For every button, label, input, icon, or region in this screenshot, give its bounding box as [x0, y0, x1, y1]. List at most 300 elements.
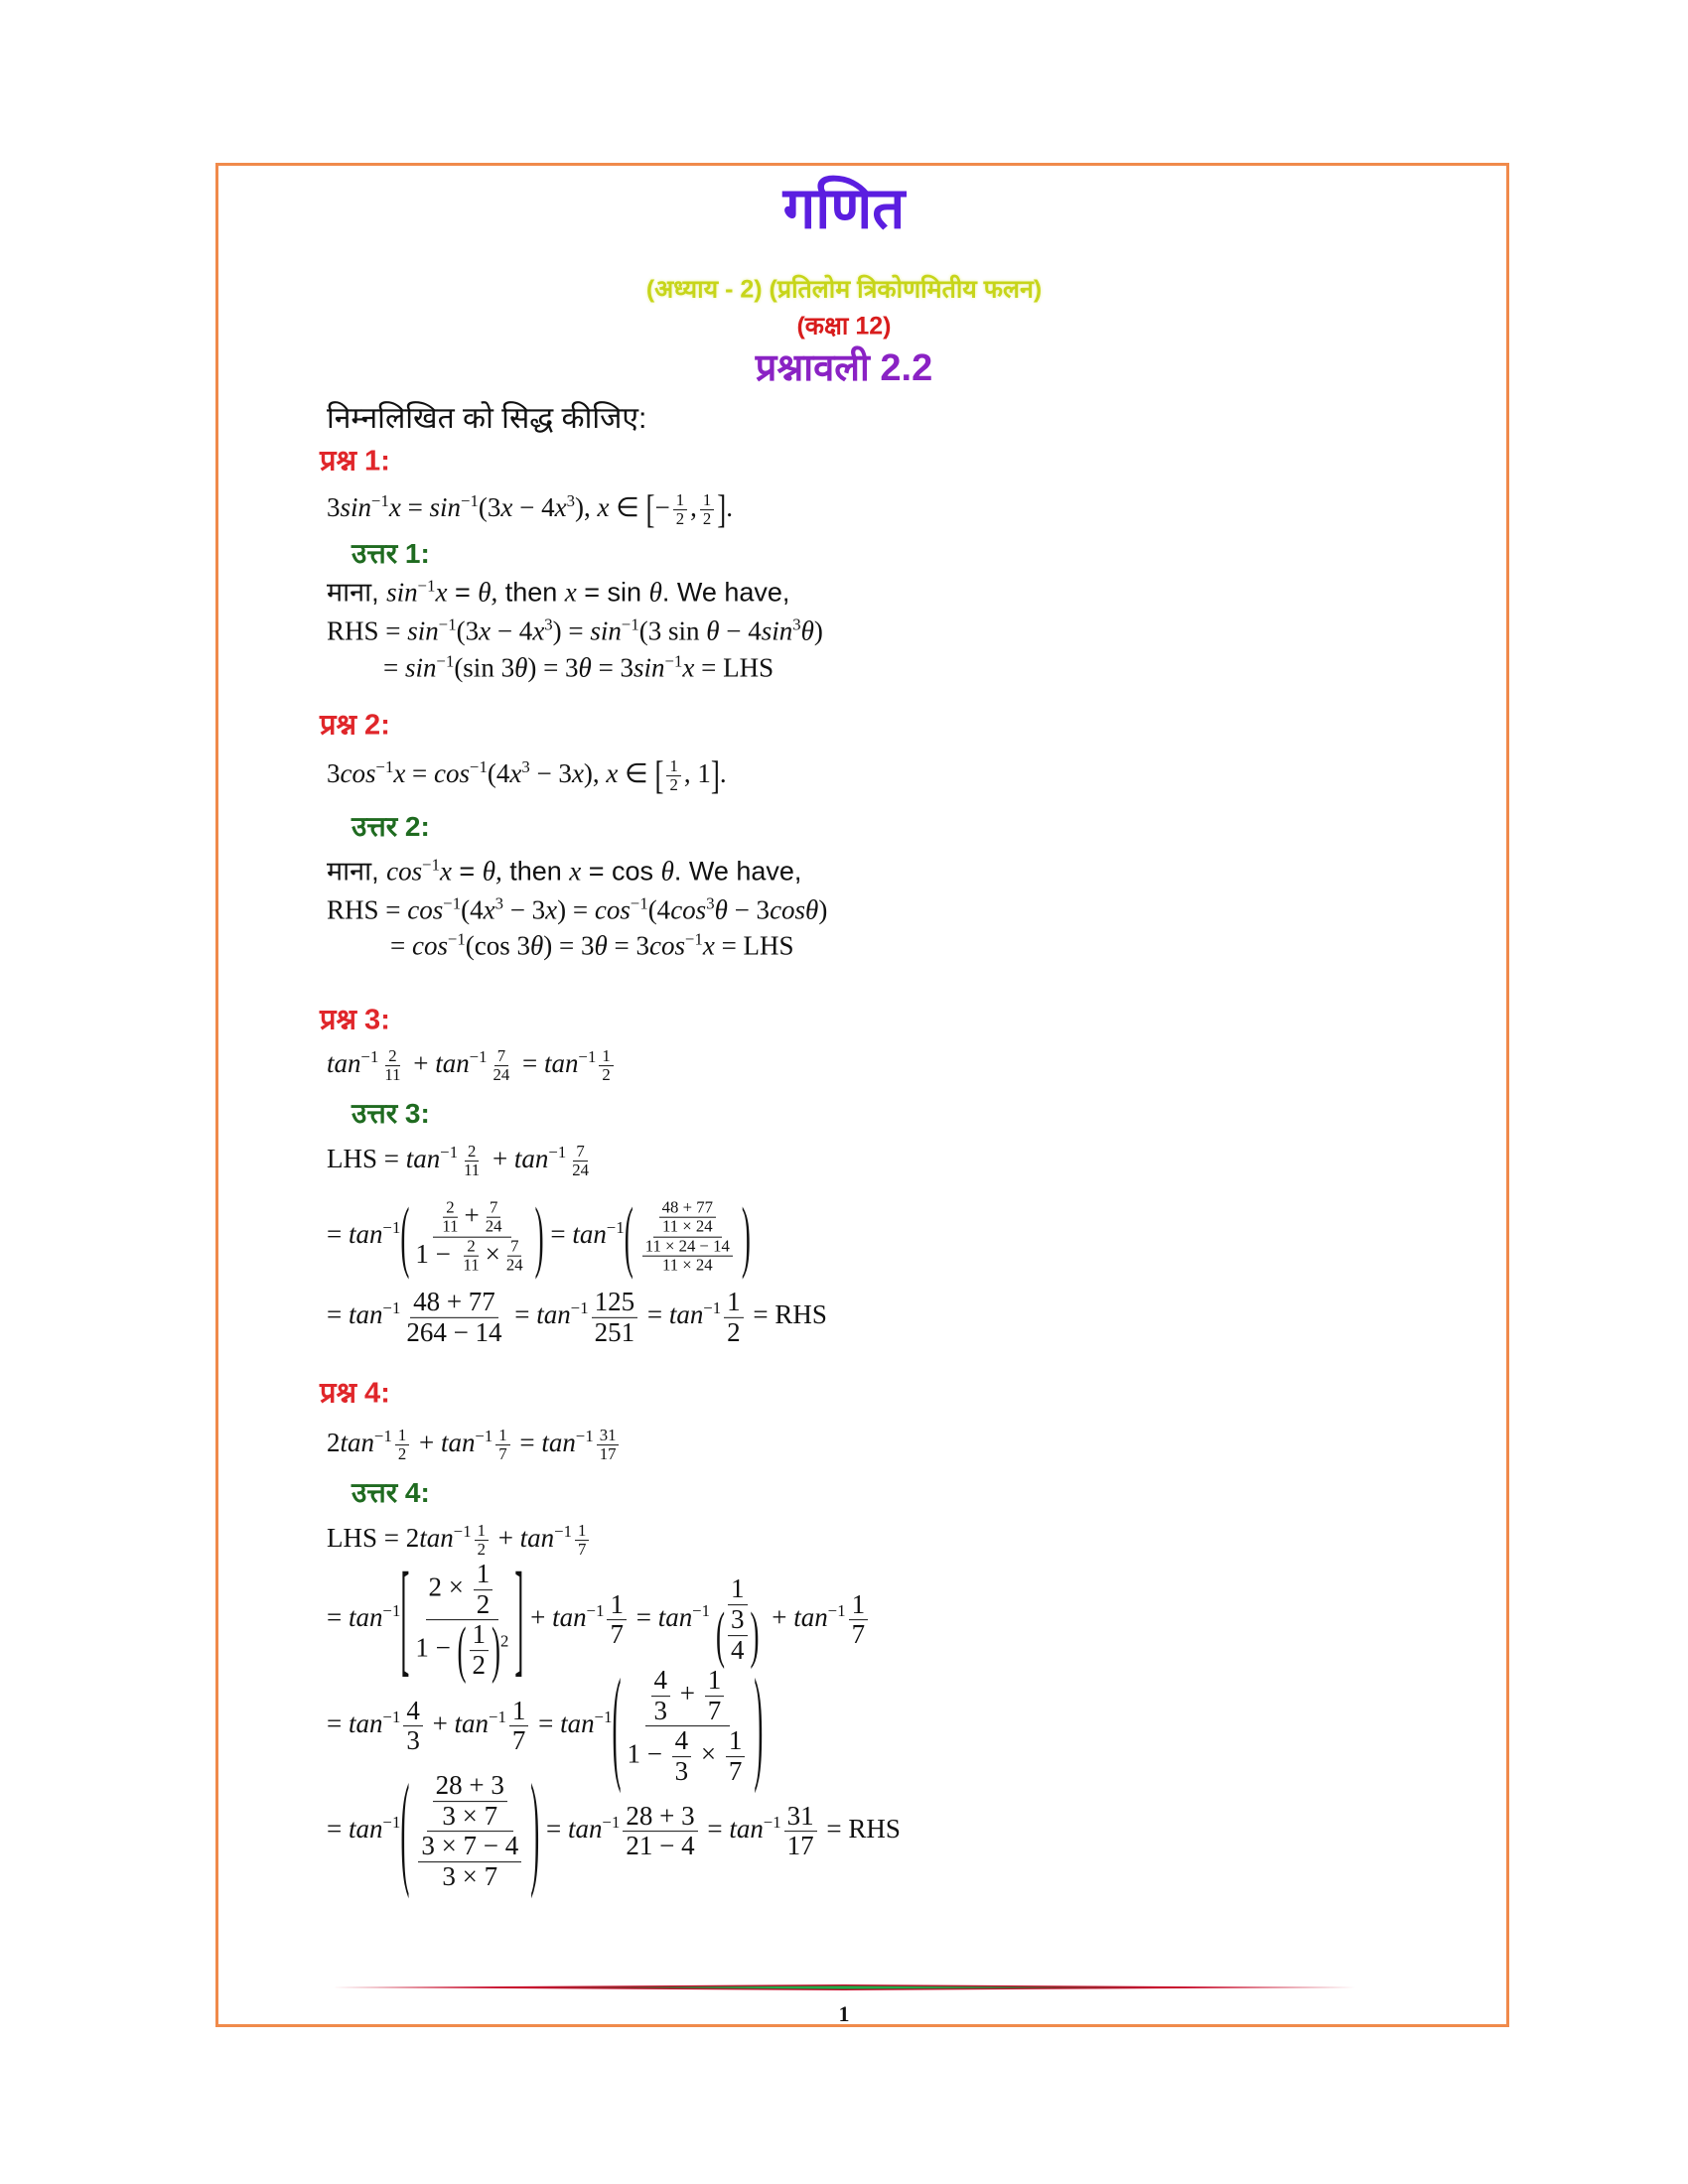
math-text: (3: [456, 615, 480, 646]
superscript: −1: [602, 1813, 621, 1833]
bracket-body: [663, 757, 710, 795]
question-3-label: प्रश्न 3:: [320, 1004, 390, 1036]
math-text: 11: [464, 1160, 481, 1180]
fraction: [569, 1143, 592, 1180]
math-variable: θ: [706, 615, 720, 646]
math-variable: tan: [519, 1523, 555, 1554]
fraction: [636, 1199, 739, 1276]
math-text: 1 −: [415, 1238, 458, 1269]
math-variable: sin: [340, 492, 372, 523]
math-text: 4: [406, 1695, 420, 1725]
superscript: −1: [703, 1298, 722, 1318]
fraction: [713, 1573, 763, 1670]
math-text: 24: [505, 1255, 523, 1275]
text: =: [451, 856, 483, 887]
page-title: गणित: [782, 176, 906, 241]
math-text: 2: [467, 1236, 476, 1256]
math-variable: sin: [386, 577, 418, 608]
math-variable: tan: [435, 1048, 470, 1079]
numerator: [418, 1833, 521, 1863]
math-text: 7: [489, 1197, 498, 1217]
math-text: (3 sin: [638, 615, 707, 646]
superscript: −1: [375, 757, 394, 777]
math-variable: sin: [633, 652, 665, 683]
denominator: [381, 1067, 403, 1085]
superscript: −1: [548, 1143, 567, 1162]
question-2-equation: [327, 753, 727, 798]
bracket-body: [409, 1771, 530, 1892]
superscript: −1: [371, 491, 389, 511]
math-text: 4: [731, 1634, 745, 1665]
answer-3-line: [327, 1143, 595, 1180]
math-variable: tan: [340, 1428, 375, 1458]
numerator: [726, 1727, 746, 1758]
denominator: [395, 1446, 409, 1464]
answer-2-line: [327, 894, 827, 925]
fraction: [575, 1522, 589, 1560]
numerator: [475, 1522, 489, 1541]
fraction: [475, 1522, 489, 1560]
fraction: [642, 1238, 733, 1276]
text: then: [501, 856, 570, 887]
math-variable: x: [571, 758, 584, 789]
math-text: ∈: [609, 492, 646, 523]
math-variable: tan: [572, 1219, 607, 1250]
math-text: ) = 3: [527, 652, 579, 683]
math-text: 1: [498, 1426, 507, 1445]
page-number: 1: [838, 2001, 850, 2026]
denominator: [461, 1162, 483, 1180]
open-bracket: [: [400, 1547, 410, 1689]
math-text: =: [543, 1219, 573, 1250]
denominator: [599, 1067, 613, 1085]
numerator: [653, 1199, 722, 1238]
numerator: [700, 491, 714, 510]
math-text: +: [491, 1523, 520, 1554]
numerator: [470, 1621, 490, 1652]
superscript: −1: [461, 491, 479, 511]
math-variable: x: [393, 758, 406, 789]
fraction: [403, 1697, 423, 1756]
math-text: .: [726, 492, 733, 523]
math-text: 3: [327, 758, 341, 789]
bracket-body: [409, 1199, 534, 1276]
math-text: =: [400, 492, 430, 523]
fraction: [659, 1199, 716, 1237]
math-text: =: [515, 1048, 544, 1079]
bracket-group: [400, 1547, 524, 1689]
numerator: [464, 1238, 478, 1257]
math-text: 7: [510, 1236, 519, 1256]
fraction: [728, 1605, 748, 1665]
bracket-group: [645, 487, 727, 532]
numerator: [784, 1802, 817, 1833]
fraction: [491, 1047, 513, 1085]
fraction: [705, 1666, 725, 1725]
math-text: 7: [610, 1619, 624, 1650]
denominator: [439, 1862, 500, 1892]
denominator: [575, 1542, 589, 1560]
superscript: −1: [570, 1298, 589, 1318]
math-text: 11 × 24 − 14: [644, 1236, 730, 1256]
open-bracket: (: [716, 1598, 726, 1670]
math-text: 1: [728, 1725, 743, 1756]
open-bracket: [: [645, 487, 655, 532]
math-text: 7: [707, 1695, 722, 1725]
instruction-text: निम्नलिखित को सिद्ध कीजिए:: [327, 401, 647, 435]
superscript: −1: [360, 1047, 379, 1067]
math-text: +: [673, 1678, 702, 1708]
math-text: (4: [487, 758, 510, 789]
superscript: −1: [470, 757, 488, 777]
denominator: [784, 1833, 817, 1862]
math-text: 3: [406, 1725, 420, 1756]
math-variable: cos: [434, 758, 471, 789]
text: माना,: [327, 577, 387, 608]
math-text: 31: [599, 1426, 617, 1445]
math-variable: cos: [386, 856, 423, 887]
math-text: 48 + 77: [661, 1197, 713, 1217]
bracket-group: [624, 1190, 751, 1281]
fraction: [439, 1199, 461, 1237]
math-text: =: [327, 1708, 349, 1739]
math-text: RHS =: [327, 894, 408, 925]
numerator: [705, 1666, 725, 1697]
close-bracket: ): [750, 1598, 760, 1670]
numerator: [465, 1143, 479, 1161]
superscript: −1: [578, 1047, 597, 1067]
math-text: LHS = 2: [327, 1523, 420, 1554]
math-text: 24: [492, 1065, 510, 1085]
numerator: [597, 1427, 620, 1445]
math-text: LHS =: [327, 1144, 406, 1174]
math-variable: x: [439, 856, 452, 887]
math-variable: θ,: [482, 856, 502, 887]
math-variable: cos: [670, 894, 707, 925]
fraction: [381, 1047, 403, 1085]
numerator: [651, 1666, 671, 1697]
math-text: (3: [478, 492, 501, 523]
question-4-equation: [327, 1427, 622, 1464]
bracket-group: [612, 1653, 764, 1795]
numerator: [433, 1199, 510, 1238]
text: = sin: [576, 577, 649, 608]
math-text: 2: [702, 509, 712, 529]
math-text: +: [765, 1602, 794, 1633]
superscript: 3: [494, 893, 503, 913]
math-text: 1: [669, 756, 678, 776]
superscript: −1: [443, 893, 462, 913]
math-text: 2: [327, 1428, 341, 1458]
math-variable: tan: [536, 1299, 571, 1330]
denominator: [474, 1590, 493, 1620]
answer-2-line: [390, 930, 794, 961]
fraction: [503, 1238, 526, 1276]
fraction: [599, 1047, 613, 1085]
math-variable: sin: [429, 492, 462, 523]
answer-3-line: [327, 1288, 827, 1347]
math-text: +: [486, 1144, 514, 1174]
superscript: −1: [586, 1601, 605, 1621]
superscript: −1: [575, 1427, 594, 1446]
math-text: +: [425, 1708, 455, 1739]
close-bracket: ]: [710, 753, 720, 798]
math-variable: x: [435, 577, 448, 608]
bracket-group: [400, 1190, 544, 1281]
math-text: 2: [472, 1650, 487, 1681]
denominator: [623, 1833, 697, 1862]
math-text: =: [640, 1299, 669, 1330]
math-text: 11: [384, 1065, 401, 1085]
question-1-label: प्रश्न 1:: [320, 445, 390, 478]
answer-1-line: [327, 577, 789, 608]
fraction: [461, 1143, 483, 1180]
math-text: 7: [578, 1540, 587, 1560]
bracket-body: [633, 1199, 742, 1276]
math-variable: x: [479, 615, 492, 646]
exercise-title: प्रश्नावली 2.2: [755, 347, 933, 390]
denominator: [403, 1318, 504, 1348]
math-text: RHS =: [327, 615, 408, 646]
denominator: [412, 1238, 531, 1276]
fraction: [666, 757, 680, 795]
numerator: [495, 1427, 509, 1445]
fraction: [412, 1559, 511, 1685]
math-text: 31: [786, 1800, 814, 1831]
answer-3-label: उत्तर 3:: [352, 1097, 430, 1129]
superscript: −1: [453, 1522, 472, 1542]
numerator: [728, 1574, 748, 1605]
math-text: =: [327, 1219, 349, 1250]
denominator: [439, 1218, 461, 1236]
denominator: [461, 1257, 483, 1275]
math-text: 1: [675, 490, 685, 510]
denominator: [509, 1727, 529, 1757]
math-variable: tan: [568, 1814, 603, 1844]
answer-4-line: [327, 1522, 592, 1560]
open-bracket: (: [624, 1190, 633, 1281]
math-variable: θ: [530, 930, 544, 961]
math-text: ) = 3: [543, 930, 595, 961]
answer-1-line: [383, 652, 774, 683]
superscript: −1: [554, 1522, 572, 1542]
denominator: [705, 1697, 725, 1726]
fraction: [597, 1427, 620, 1464]
numerator: [724, 1288, 744, 1318]
math-variable: tan: [348, 1602, 383, 1633]
denominator: [412, 1833, 527, 1892]
math-text: +: [412, 1428, 441, 1458]
math-text: 1 −: [415, 1632, 458, 1663]
math-text: .: [719, 758, 727, 789]
math-text: 2: [467, 1142, 477, 1161]
math-variable: x: [682, 652, 695, 683]
math-text: 2: [602, 1065, 611, 1085]
answer-1-line: [327, 615, 823, 646]
numerator: [728, 1605, 748, 1636]
question-1-equation: [327, 487, 733, 532]
math-text: = LHS: [694, 652, 774, 683]
bracket-body: [621, 1666, 754, 1787]
fraction: [700, 491, 714, 529]
numerator: [403, 1697, 423, 1727]
math-text: 1: [578, 1521, 587, 1541]
numerator: [395, 1427, 409, 1445]
math-text: − 4: [719, 615, 762, 646]
math-text: +: [523, 1602, 553, 1633]
math-text: 3 × 7: [442, 1861, 498, 1892]
bracket-body: [654, 491, 717, 529]
math-text: 7: [498, 1444, 507, 1464]
superscript: 3: [544, 614, 553, 634]
denominator: [673, 511, 687, 529]
math-variable: tan: [543, 1048, 579, 1079]
math-variable: x: [545, 894, 558, 925]
math-variable: tan: [348, 1299, 383, 1330]
math-text: = 3: [607, 930, 650, 961]
bracket-group: [654, 753, 720, 798]
denominator: [495, 1446, 509, 1464]
math-text: =: [629, 1602, 658, 1633]
math-text: −: [654, 492, 670, 523]
denominator: [491, 1067, 513, 1085]
superscript: −1: [664, 651, 683, 671]
answer-4-line: [327, 1758, 901, 1900]
math-text: =: [405, 758, 435, 789]
math-variable: tan: [668, 1299, 704, 1330]
numerator: [645, 1666, 731, 1726]
numerator: [487, 1199, 500, 1218]
fraction: [624, 1666, 751, 1787]
bracket-group: [716, 1598, 760, 1670]
numerator: [410, 1288, 498, 1318]
math-variable: x: [509, 758, 522, 789]
math-variable: cos: [594, 894, 631, 925]
denominator: [592, 1318, 638, 1348]
math-text: 7: [496, 1046, 506, 1066]
math-variable: x: [483, 894, 495, 925]
math-text: 2: [388, 1046, 397, 1066]
denominator: [700, 511, 714, 529]
math-text: 264 − 14: [406, 1316, 502, 1347]
answer-4-line: [327, 1547, 871, 1689]
numerator: [607, 1590, 627, 1621]
math-text: 1: [602, 1046, 611, 1066]
superscript: −1: [489, 1707, 506, 1727]
close-bracket: ): [534, 1190, 544, 1281]
math-text: − 4: [512, 492, 555, 523]
answer-3-line: [327, 1190, 751, 1281]
math-text: ×: [694, 1738, 723, 1769]
math-text: =: [512, 1428, 542, 1458]
superscript: 3: [706, 893, 715, 913]
fraction: [412, 1199, 531, 1276]
text: =: [447, 577, 479, 608]
math-variable: x: [564, 577, 577, 608]
math-text: ): [813, 615, 823, 646]
math-text: ),: [583, 758, 607, 789]
math-text: =: [327, 1602, 349, 1633]
text: . We have,: [673, 856, 802, 887]
denominator: [849, 1621, 869, 1651]
math-text: ,: [690, 492, 697, 523]
math-variable: x: [569, 856, 582, 887]
fraction: [673, 491, 687, 529]
fraction: [607, 1590, 627, 1650]
math-text: 251: [594, 1316, 635, 1347]
numerator: [592, 1288, 638, 1318]
close-bracket: ): [741, 1190, 751, 1281]
denominator: [483, 1218, 505, 1236]
math-text: 11: [442, 1217, 459, 1237]
superscript: −1: [621, 614, 639, 634]
math-text: 3 × 7: [442, 1800, 498, 1831]
math-text: 24: [485, 1217, 502, 1237]
math-text: ): [818, 894, 828, 925]
fraction: [495, 1427, 509, 1464]
text: . We have,: [661, 577, 790, 608]
math-variable: cos: [649, 930, 686, 961]
math-variable: x: [702, 930, 715, 961]
numerator: [623, 1802, 697, 1833]
denominator: [666, 777, 680, 795]
denominator: [475, 1542, 489, 1560]
superscript: −1: [440, 1143, 459, 1162]
superscript: 3: [792, 614, 801, 634]
superscript: −1: [475, 1427, 493, 1446]
open-bracket: (: [400, 1190, 410, 1281]
math-variable: θ: [660, 856, 674, 887]
math-text: 1: [397, 1426, 407, 1445]
fraction: [592, 1288, 638, 1347]
denominator: [636, 1238, 739, 1276]
math-text: ∈: [618, 758, 655, 789]
bracket-body: [725, 1605, 751, 1665]
open-bracket: (: [612, 1653, 622, 1795]
math-variable: θ: [714, 894, 728, 925]
fraction: [474, 1560, 493, 1619]
numerator: [507, 1238, 521, 1257]
math-variable: x: [500, 492, 513, 523]
question-2-label: प्रश्न 2:: [320, 709, 390, 742]
fraction: [651, 1666, 671, 1725]
fraction: [483, 1199, 505, 1237]
superscript: −1: [382, 1707, 401, 1727]
numerator: [509, 1697, 529, 1727]
math-text: 2 ×: [428, 1571, 471, 1602]
superscript: −1: [438, 614, 457, 634]
math-variable: x: [554, 492, 567, 523]
math-variable: θ: [594, 930, 608, 961]
math-variable: θ: [514, 652, 528, 683]
denominator: [439, 1802, 500, 1832]
math-text: 28 + 3: [435, 1770, 504, 1801]
numerator: [426, 1560, 499, 1620]
close-bracket: ]: [717, 487, 727, 532]
math-text: ) =: [557, 894, 595, 925]
math-text: 2: [476, 1588, 491, 1619]
math-variable: θ: [578, 652, 592, 683]
superscript: −1: [827, 1601, 846, 1621]
math-text: ) =: [552, 615, 591, 646]
math-variable: tan: [513, 1144, 549, 1174]
math-variable: θ: [648, 577, 662, 608]
math-text: =: [327, 1299, 349, 1330]
math-text: 2: [675, 509, 685, 529]
bracket-group: [400, 1758, 540, 1900]
superscript: −1: [606, 1218, 625, 1238]
math-text: 3: [653, 1695, 668, 1725]
